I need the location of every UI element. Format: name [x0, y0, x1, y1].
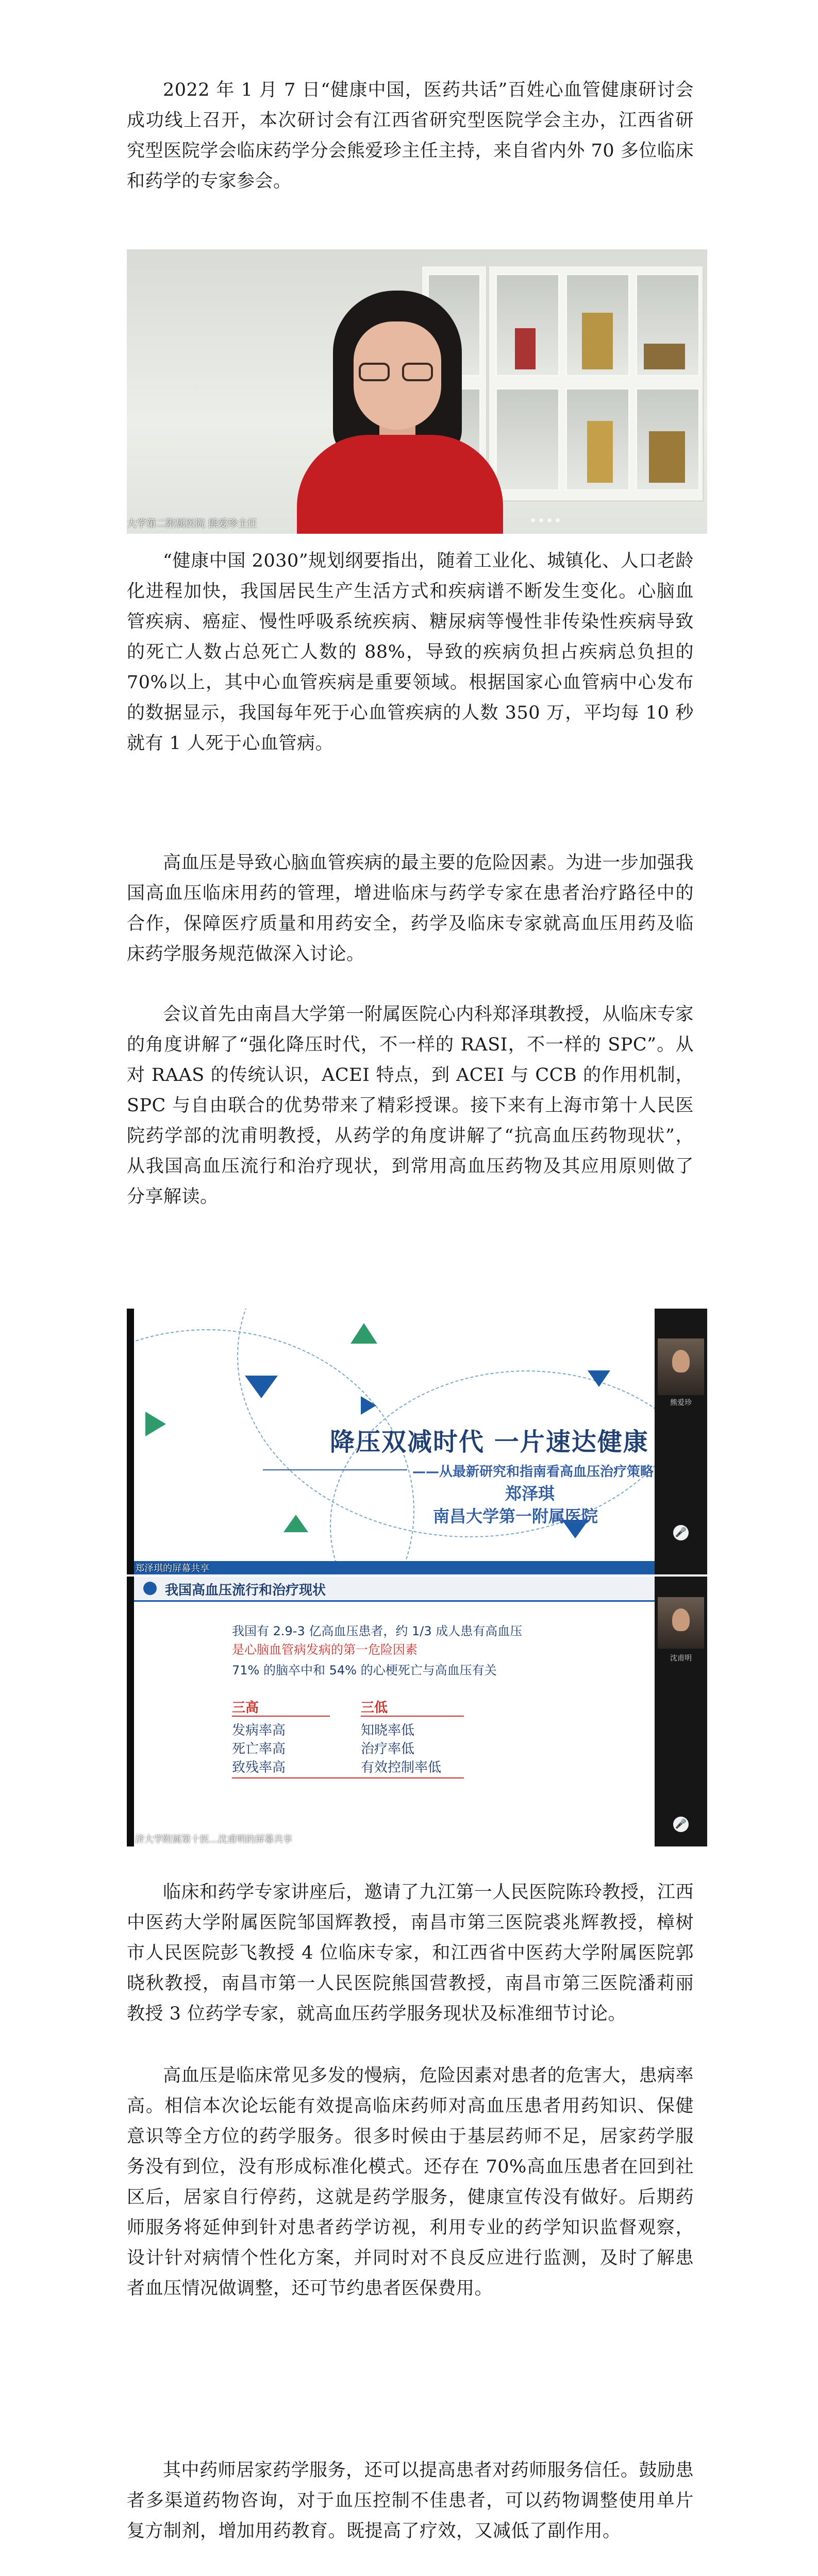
participant-panel	[655, 1309, 707, 1574]
slide-footer-bar	[134, 1561, 655, 1574]
table-cell: 死亡率高	[232, 1741, 286, 1757]
paragraph-pharmacy-service: 高血压是临床常见多发的慢病，危险因素对患者的危害大，患病率高。相信本次论坛能有效提高临床药师对高血压患者用药知识、保健意识等全方位的药学服务。很多时候由于基层药师不足，居家药学服务没有到位，没有形成标准化模式。还存在 70%高血压患者在回到社区后，居家自行停药，这就是药学服务，健康宣传没有做好。后期药师服务将延伸到针对患者药学访视，利用专业的药学知识监督观察，设计针对病情个性化方案，并同时对不良反应进行监测，及时了解患者血压情况做调整，还可节约患者医保费用。	[127, 2065, 694, 2299]
table-cell: 治疗率低	[361, 1741, 415, 1757]
table-cell: 致残率高	[232, 1760, 286, 1775]
speaker-photo	[127, 249, 707, 534]
speaker-figure	[297, 435, 503, 534]
paragraph-discussion: 临床和药学专家讲座后，邀请了九江第一人民医院陈玲教授，江西中医药大学附属医院邹国辉教授，南昌市第三医院裘兆辉教授，樟树市人民医院彭飞教授 4 位临床专家，和江西省中医药大学附属医院郭晓秋教授，南昌市第一人民医院熊国营教授，南昌市第三医院潘莉丽教授 3 位药学专家，就高血压药学服务现状及标准细节讨论。	[127, 1882, 694, 2024]
slide-subtitle: ——从最新研究和指南看高血压治疗策略	[412, 1464, 654, 1480]
photo-caption: 大学第二附属医院 熊爱珍主任	[127, 518, 258, 529]
slide-speaker-name: 郑泽琪	[505, 1484, 555, 1503]
paragraph-home-service: 其中药师居家药学服务，还可以提高患者对药师服务信任。鼓励患者多渠道药物咨询，对于血压控制不佳患者，可以药物调整使用单片复方制剂，增加用药教育。既提高了疗效，又减低了副作用。	[127, 2460, 694, 2541]
slide-title: 我国高血压流行和治疗现状	[165, 1583, 326, 1598]
bookshelf	[488, 265, 704, 502]
slide-title: 降压双减时代 一片速达健康	[330, 1428, 649, 1456]
participant-video	[658, 1597, 704, 1649]
mic-icon[interactable]: 🎤	[673, 1817, 689, 1832]
table-cell: 发病率高	[232, 1723, 286, 1738]
slide-title-page	[134, 1309, 655, 1574]
triangle-decoration	[245, 1376, 278, 1398]
slide-line: 71% 的脑卒中和 54% 的心梗死亡与高血压有关	[232, 1663, 497, 1677]
table-head: 三低	[361, 1700, 388, 1716]
table-head: 三高	[232, 1700, 259, 1716]
slide-status	[134, 1577, 655, 1846]
slide-speaker-org: 南昌大学第一附属医院	[433, 1506, 598, 1526]
divider	[263, 1469, 407, 1470]
video-screenshot-1	[127, 1309, 707, 1574]
paragraph-intro: 2022 年 1 月 7 日“健康中国，医药共话”百姓心血管健康研讨会成功线上召开，本次研讨会有江西省研究型医院学会主办，江西省研究型医院学会临床药学分会熊爱珍主任主持，来自省内外 70 多位临床和药学的专家参会。	[127, 80, 694, 192]
participant-name: 熊爱珍	[670, 1399, 692, 1407]
table-cell: 有效控制率低	[361, 1760, 442, 1775]
slide-header	[134, 1577, 655, 1602]
participant-video	[658, 1338, 704, 1395]
paragraph-hypertension: 高血压是导致心脑血管疾病的最主要的危险因素。为进一步加强我国高血压临床用药的管理，增进临床与药学专家在患者治疗路径中的合作，保障医疗质量和用药安全，药学及临床专家就高血压用药及临床药学服务规范做深入讨论。	[127, 853, 694, 964]
paragraph-lectures: 会议首先由南昌大学第一附属医院心内科郑泽琪教授，从临床专家的角度讲解了“强化降压时代，不一样的 RASI，不一样的 SPC”。从对 RAAS 的传统认识，ACEI 特点，到 ACEI 与 CCB 的作用机制，SPC 与自由联合的优势带来了精彩授课。接下来有上海市第十人民医院药学部的沈甫明教授，从药学的角度讲解了“抗高血压药物现状”，从我国高血压流行和治疗现状，到常用高血压药物及其应用原则做了分享解读。	[127, 1004, 694, 1207]
glasses-icon	[359, 363, 436, 383]
share-label: 郑泽琪的屏幕共享	[135, 1563, 209, 1574]
carousel-dots	[529, 515, 562, 524]
slide-line: 我国有 2.9-3 亿高血压患者，约 1/3 成人患有高血压	[232, 1624, 523, 1638]
participant-name: 沈甫明	[670, 1654, 692, 1663]
participant-panel	[655, 1577, 707, 1846]
mic-icon[interactable]: 🎤	[673, 1525, 689, 1540]
share-label: 济大学附属第十医...沈甫明的屏幕共享	[135, 1834, 293, 1845]
video-screenshot-2	[127, 1577, 707, 1846]
hospital-logo-icon	[143, 1582, 157, 1595]
paragraph-background: “健康中国 2030”规划纲要指出，随着工业化、城镇化、人口老龄化进程加快，我国居民生产生活方式和疾病谱不断发生变化。心脑血管疾病、癌症、慢性呼吸系统疾病、糖尿病等慢性非传染性疾病导致的死亡人数占总死亡人数的 88%，导致的疾病负担占疾病总负担的 70%以上，其中心血管疾病是重要领域。根据国家心血管病中心发布的数据显示，我国每年死于心血管疾病的人数 350 万，平均每 10 秒就有 1 人死于心血管病。	[127, 551, 694, 754]
slide-line-highlight: 是心脑血管病发病的第一危险因素	[232, 1642, 418, 1657]
table-cell: 知晓率低	[361, 1723, 415, 1738]
